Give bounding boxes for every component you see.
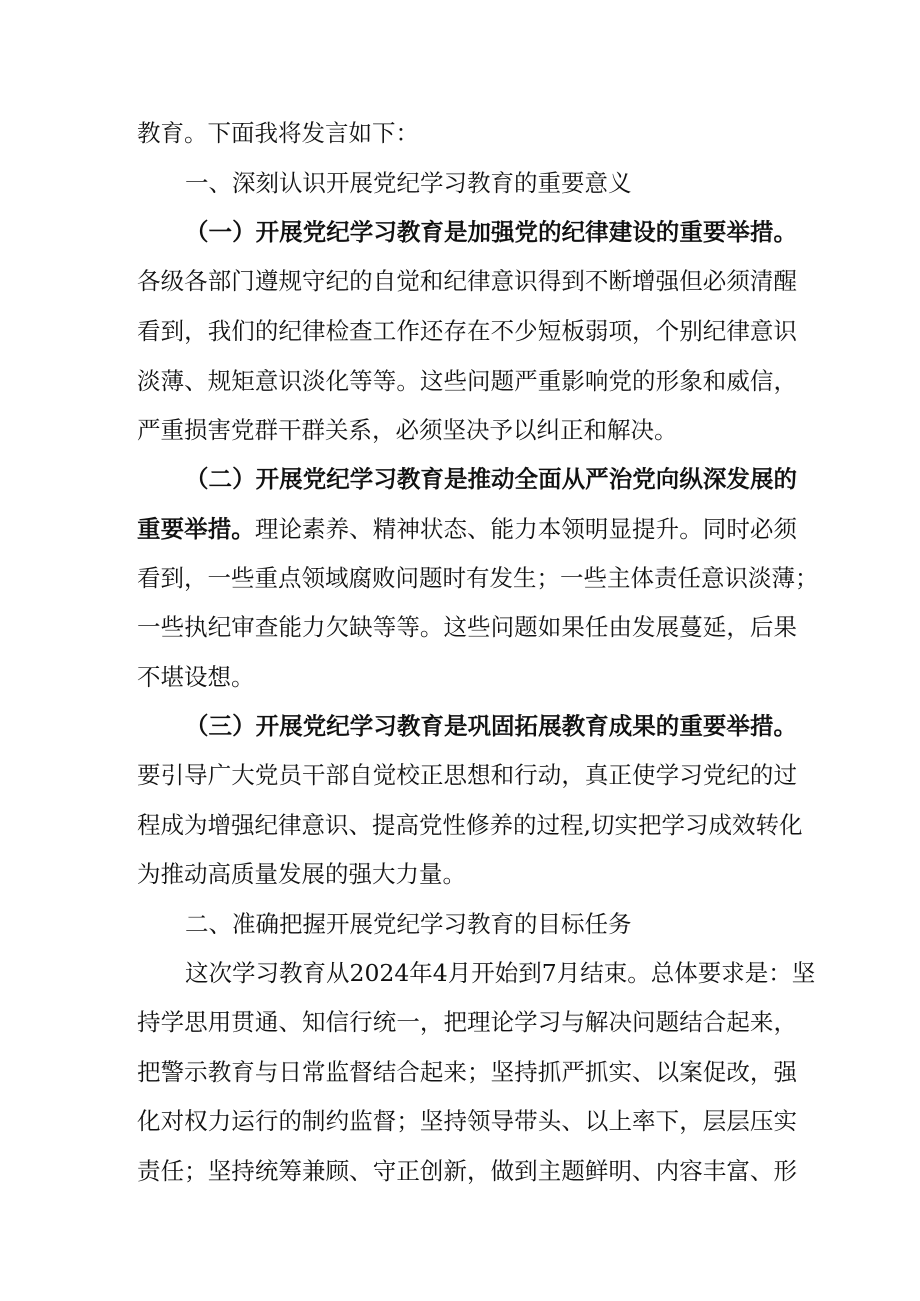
- text-line: 要引导广大党员干部自觉校正思想和行动，真正使学习党纪的过: [137, 761, 797, 789]
- section-heading-1: 一、深刻认识开展党纪学习教育的重要意义: [185, 169, 632, 197]
- text-line: 不堪设想。: [137, 663, 255, 691]
- text-line: 把警示教育与日常监督结合起来；坚持抓严抓实、以案促改，强: [137, 1058, 797, 1086]
- text-line: 这次学习教育从2024年4月开始到7月结束。总体要求是：坚: [185, 959, 816, 987]
- text-line: 严重损害党群干群关系，必须坚决予以纠正和解决。: [137, 416, 678, 444]
- subheading-2: （二）开展党纪学习教育是推动全面从严治党向纵深发展的: [185, 465, 797, 493]
- text-line: 淡薄、规矩意识淡化等等。这些问题严重影响党的形象和威信，: [137, 367, 797, 395]
- text-line: 看到，一些重点领域腐败问题时有发生；一些主体责任意识淡薄；: [137, 564, 819, 592]
- text-line: 各级各部门遵规守纪的自觉和纪律意识得到不断增强但必须清醒: [137, 267, 797, 295]
- text-line: 一些执纪审查能力欠缺等等。这些问题如果任由发展蔓延，后果: [137, 613, 797, 641]
- subheading-3: （三）开展党纪学习教育是巩固拓展教育成果的重要举措。: [185, 712, 797, 740]
- text-line: 持学思用贯通、知信行统一，把理论学习与解决问题结合起来，: [137, 1008, 797, 1036]
- section-heading-2: 二、准确把握开展党纪学习教育的目标任务: [185, 910, 632, 938]
- text-line: 化对权力运行的制约监督；坚持领导带头、以上率下，层层压实: [137, 1107, 797, 1135]
- text-line: 教育。下面我将发言如下：: [137, 119, 419, 147]
- text-line: 看到，我们的纪律检查工作还存在不少短板弱项，个别纪律意识: [137, 317, 797, 345]
- text-line: 责任；坚持统筹兼顾、守正创新，做到主题鲜明、内容丰富、形: [137, 1157, 797, 1185]
- text-line: 重要举措。理论素养、精神状态、能力本领明显提升。同时必须: [137, 515, 798, 543]
- subheading-1: （一）开展党纪学习教育是加强党的纪律建设的重要举措。: [185, 218, 797, 246]
- text-line: 为推动高质量发展的强大力量。: [137, 860, 466, 888]
- text-line: 程成为增强纪律意识、提高党性修养的过程,切实把学习成效转化: [137, 811, 803, 839]
